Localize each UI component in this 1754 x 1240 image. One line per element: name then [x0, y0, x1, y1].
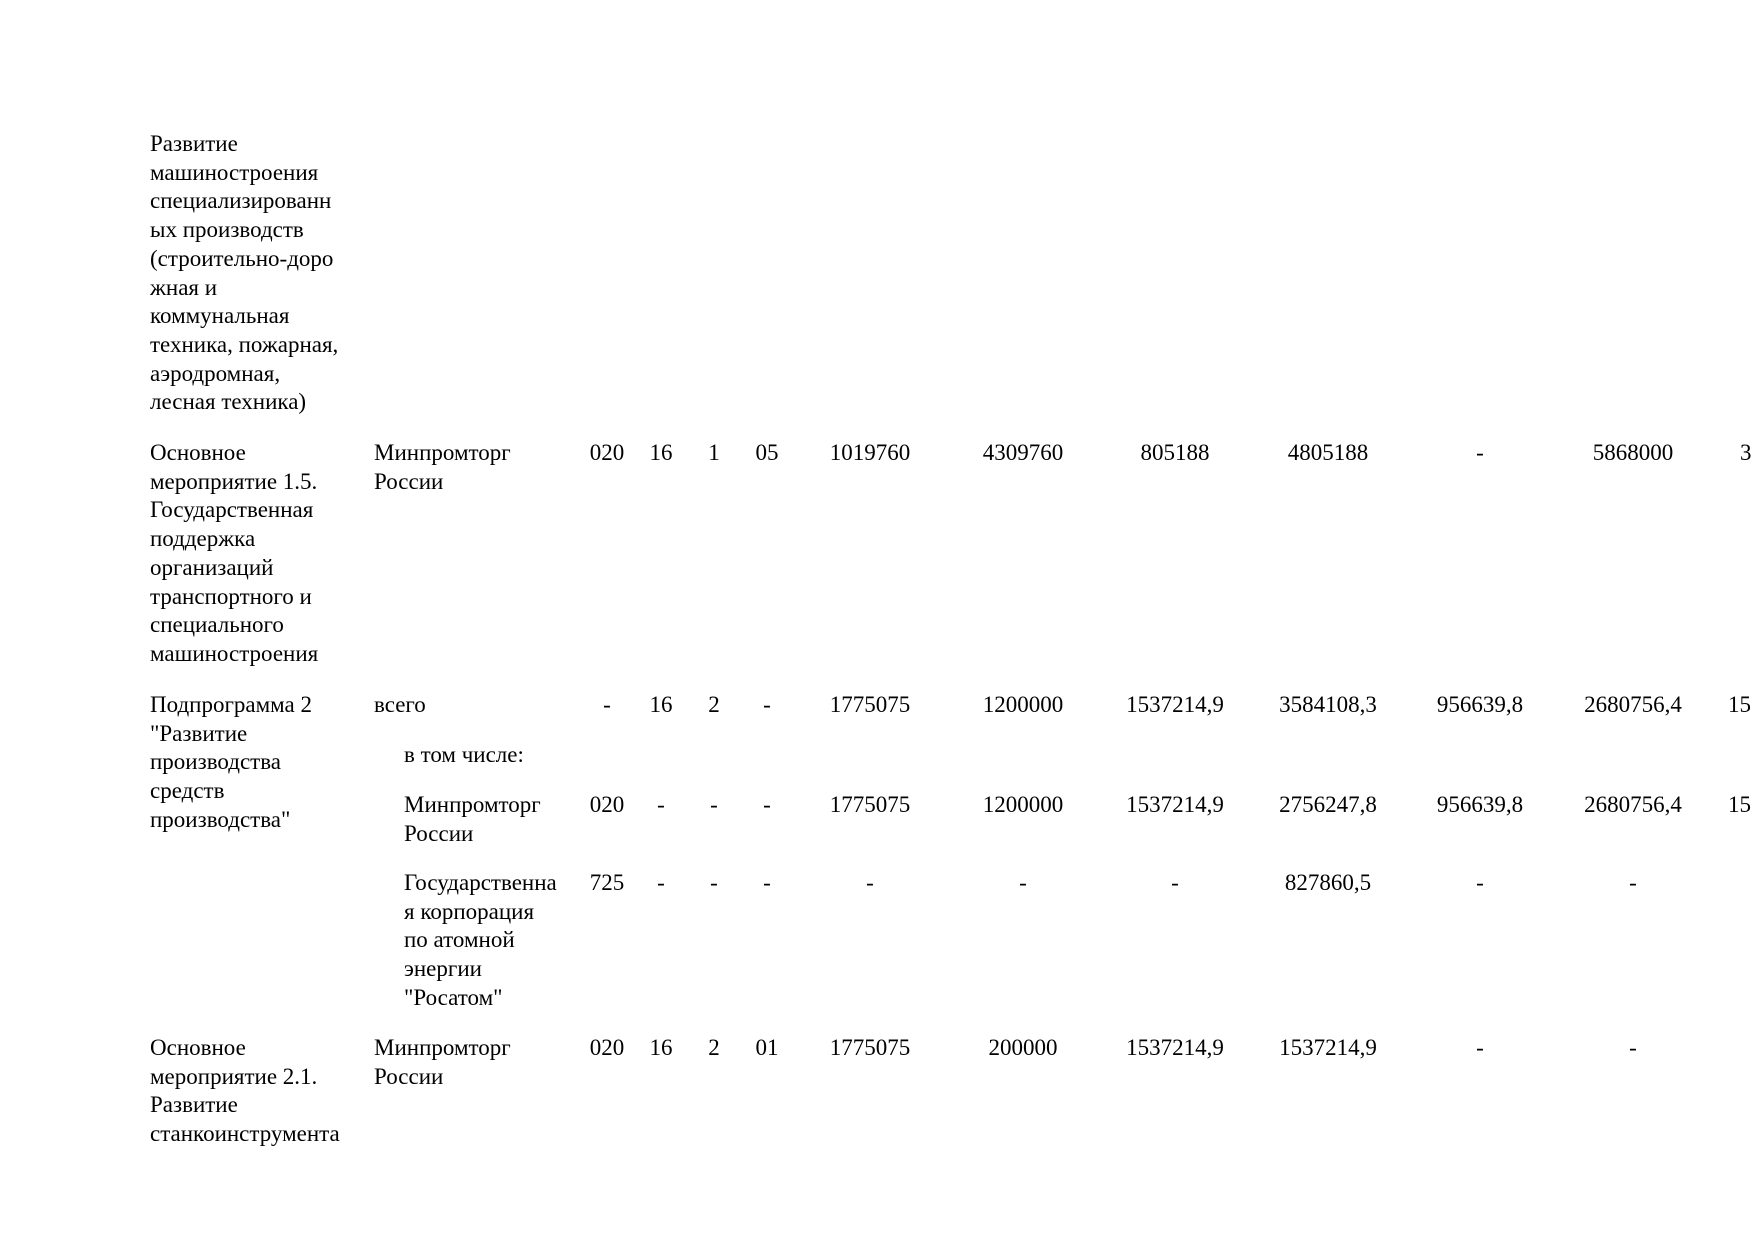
- cell-pgp: 2: [708, 692, 720, 717]
- cell-value-clipped: 15: [1728, 792, 1751, 817]
- name-line: специального: [150, 612, 284, 638]
- cell-value: 1200000: [982, 692, 1064, 717]
- row-name-measure-2-1: [150, 1034, 340, 1149]
- row-executor-total: всего: [374, 692, 426, 717]
- cell-gp: 16: [649, 440, 673, 465]
- name-line: техника, пожарная,: [150, 331, 339, 357]
- row-name-measure-1-5: [150, 439, 318, 669]
- name-line: "Развитие: [150, 720, 248, 746]
- name-line: производства": [150, 806, 291, 832]
- cell-grbs: 020: [589, 792, 625, 817]
- cell-value: 1775075: [829, 692, 911, 717]
- cell-value: 2756247,8: [1279, 792, 1377, 817]
- cell-value: 956639,8: [1436, 692, 1524, 717]
- cell-value: 4309760: [982, 440, 1064, 465]
- cell-om: -: [763, 692, 771, 717]
- name-line: машиностроения: [150, 640, 319, 666]
- name-line: ых производств: [150, 217, 304, 243]
- cell-value-clipped: 15: [1728, 692, 1751, 717]
- name-line: Основное: [150, 440, 246, 465]
- cell-value: -: [1476, 440, 1484, 465]
- name-line: средств: [150, 778, 225, 804]
- sub-row-executor: [404, 869, 557, 1013]
- name-line: Государственная: [150, 497, 314, 523]
- name-line: организаций: [150, 554, 274, 580]
- cell-value: 1019760: [829, 440, 911, 465]
- cell-value: 4805188: [1287, 440, 1369, 465]
- cell-value: 1537214,9: [1126, 792, 1224, 817]
- name-line: транспортного и: [150, 583, 312, 609]
- name-line: аэродромная,: [150, 360, 281, 386]
- cell-value: 1200000: [982, 792, 1064, 817]
- cell-value: -: [866, 870, 874, 895]
- cell-value: 1537214,9: [1126, 692, 1224, 717]
- name-line: станкоинструмента: [150, 1121, 340, 1147]
- cell-value: -: [1019, 870, 1027, 895]
- name-line: Развитие: [150, 1092, 238, 1118]
- executor-line: Минпромторг: [404, 792, 541, 817]
- cell-value: 1537214,9: [1279, 1035, 1377, 1060]
- sub-row-executor: [404, 791, 541, 848]
- cell-value: 827860,5: [1284, 870, 1372, 895]
- name-line: (строительно-доро: [150, 245, 334, 271]
- cell-value: -: [1171, 870, 1179, 895]
- cell-value: 1775075: [829, 792, 911, 817]
- name-line: поддержка: [150, 526, 256, 552]
- cell-grbs: 020: [589, 440, 625, 465]
- executor-line: Минпромторг: [374, 1035, 511, 1060]
- executor-line: энергии: [404, 956, 482, 982]
- executor-line: Минпромторг: [374, 440, 511, 465]
- intro-row-name: [150, 130, 338, 417]
- cell-om: -: [763, 870, 771, 895]
- cell-value: 956639,8: [1436, 792, 1524, 817]
- including-label: в том числе:: [404, 742, 524, 767]
- cell-grbs: 020: [589, 1035, 625, 1060]
- cell-grbs: -: [603, 692, 611, 717]
- cell-om: 01: [755, 1035, 779, 1060]
- cell-value: -: [1476, 1035, 1484, 1060]
- row-executor: [374, 439, 511, 496]
- executor-line: я корпорация: [404, 898, 535, 924]
- executor-line: "Росатом": [404, 984, 503, 1010]
- cell-gp: 16: [649, 692, 673, 717]
- name-line: коммунальная: [150, 303, 290, 329]
- executor-line: Государственна: [404, 870, 557, 895]
- cell-pgp: 1: [708, 440, 720, 465]
- name-line: лесная техника): [150, 389, 307, 415]
- row-executor: [374, 1034, 511, 1091]
- name-line: мероприятие 2.1.: [150, 1063, 318, 1089]
- cell-value: 2680756,4: [1584, 692, 1682, 717]
- cell-pgp: -: [710, 792, 718, 817]
- cell-value: 1775075: [829, 1035, 911, 1060]
- cell-value: 5868000: [1592, 440, 1674, 465]
- name-line: Основное: [150, 1035, 246, 1060]
- cell-om: -: [763, 792, 771, 817]
- cell-value: 3584108,3: [1279, 692, 1377, 717]
- row-name-subprogram-2: [150, 691, 312, 835]
- name-line: Подпрограмма 2: [150, 692, 313, 717]
- cell-value-clipped: 3: [1740, 440, 1752, 465]
- name-line: мероприятие 1.5.: [150, 468, 318, 494]
- cell-value: 1537214,9: [1126, 1035, 1224, 1060]
- name-line: машиностроения: [150, 159, 319, 185]
- cell-gp: -: [657, 870, 665, 895]
- cell-om: 05: [755, 440, 779, 465]
- cell-value: -: [1476, 870, 1484, 895]
- executor-line: России: [374, 1063, 444, 1089]
- cell-value: -: [1629, 870, 1637, 895]
- name-line: специализированн: [150, 188, 332, 214]
- cell-value: 805188: [1140, 440, 1210, 465]
- cell-value: -: [1629, 1035, 1637, 1060]
- executor-line: по атомной: [404, 927, 515, 953]
- name-line: производства: [150, 749, 281, 775]
- cell-value: 2680756,4: [1584, 792, 1682, 817]
- cell-value: 200000: [988, 1035, 1058, 1060]
- cell-pgp: -: [710, 870, 718, 895]
- cell-grbs: 725: [589, 870, 625, 895]
- cell-gp: 16: [649, 1035, 673, 1060]
- name-line: жная и: [150, 274, 218, 300]
- executor-line: России: [404, 820, 474, 846]
- cell-gp: -: [657, 792, 665, 817]
- executor-line: России: [374, 468, 444, 494]
- name-line: Развитие: [150, 131, 238, 156]
- cell-pgp: 2: [708, 1035, 720, 1060]
